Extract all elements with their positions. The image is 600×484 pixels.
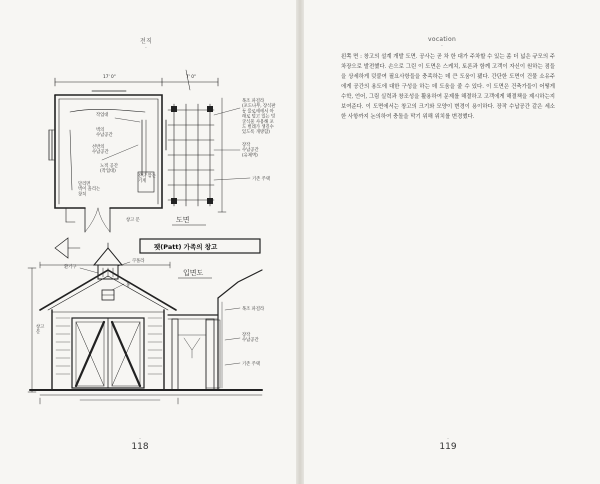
elevation-note: 목조 파걸라 bbox=[242, 307, 265, 312]
left-page-number-text: 118 bbox=[131, 442, 149, 452]
body-text: 왼쪽 면 : 창고의 설계 개발 도면. 공사는 곧 차 한 대가 주차할 수 있는 좀 더 넓은 규모의 주차장으로 발전했다. 손으로 그린 이 도면은 스케치, 토론과 함께 고객이 자신이 원하는 점들을 상세하게 덧붙여 필요사항들을 충족하는 데 큰 도움이 됐다. 간단한 도면이 건물 소유주에게 공간의 용도에 대한 구성을 하는 데 도움을 줄 수 있다. 이 도면은 건축가들이 어떻게 수학, 언어, 그림 실력과 창조성을 활용하여 문제를 해결하고 고객에게 해결책을 제시하는지 보여준다. 이 도면에서는 창고의 크기와 모양이 변경이 용이하다. 장작 수납공간 같은 세소한 사항까지 논의하여 충돌을 막기 위해 위치를 변경했다. bbox=[341, 54, 555, 120]
plan-note: 달리면 벽이 올리는 창치 bbox=[78, 182, 101, 198]
right-page-number-text: 119 bbox=[439, 442, 457, 452]
right-running-head: vocation - bbox=[428, 36, 457, 49]
plan-width-dimension: 17' 0" bbox=[103, 75, 116, 80]
plan-note: 벽의 수납공간 bbox=[96, 128, 113, 139]
drawing-title: 팻(Patt) 가족의 창고 bbox=[154, 243, 218, 251]
elevation-note: 환기구 bbox=[64, 265, 77, 270]
right-running-head-text: vocation bbox=[428, 36, 457, 43]
elevation-note: 장작 수납공간 bbox=[242, 333, 259, 344]
plan-note: 잔디 깎는 기계 bbox=[138, 174, 156, 185]
plan-note: 노적 공간 (작업대) bbox=[100, 164, 118, 175]
plan-note: 목조 파걸라 (포도나무, 장식판 등 물로에에서 아 래로 덮고 있는 덩 굴식물 사용해 포 도 벌레가 생길수 있도록 개방함) bbox=[242, 99, 276, 136]
plan-note: 창고 문 bbox=[126, 218, 140, 223]
plan-note: 작업대 bbox=[96, 113, 109, 118]
elevation-note: 홈 bbox=[126, 283, 131, 288]
plan-note: 선반의 수납공간 bbox=[92, 145, 109, 156]
left-page-number: - 118 bbox=[131, 436, 149, 452]
left-running-head-text: 전직 bbox=[140, 38, 153, 45]
plan-note: 장작 수납공간 (유체벽) bbox=[242, 143, 259, 159]
plan-note: 기존 주택 bbox=[252, 177, 270, 182]
elevation-note: 쿠폴라 bbox=[132, 259, 145, 264]
elevation-note: 기존 주택 bbox=[242, 362, 260, 367]
plan-right-dimension: 7' 0" bbox=[186, 75, 196, 80]
plan-label: 도면 bbox=[176, 216, 190, 224]
elevation-note: 창고 문 bbox=[36, 325, 45, 336]
elevation-label: 입면도 bbox=[183, 269, 204, 277]
right-page-number: - 119 bbox=[439, 436, 457, 452]
drawing-title-box bbox=[140, 239, 260, 253]
left-running-head: 전직 - bbox=[140, 38, 153, 51]
